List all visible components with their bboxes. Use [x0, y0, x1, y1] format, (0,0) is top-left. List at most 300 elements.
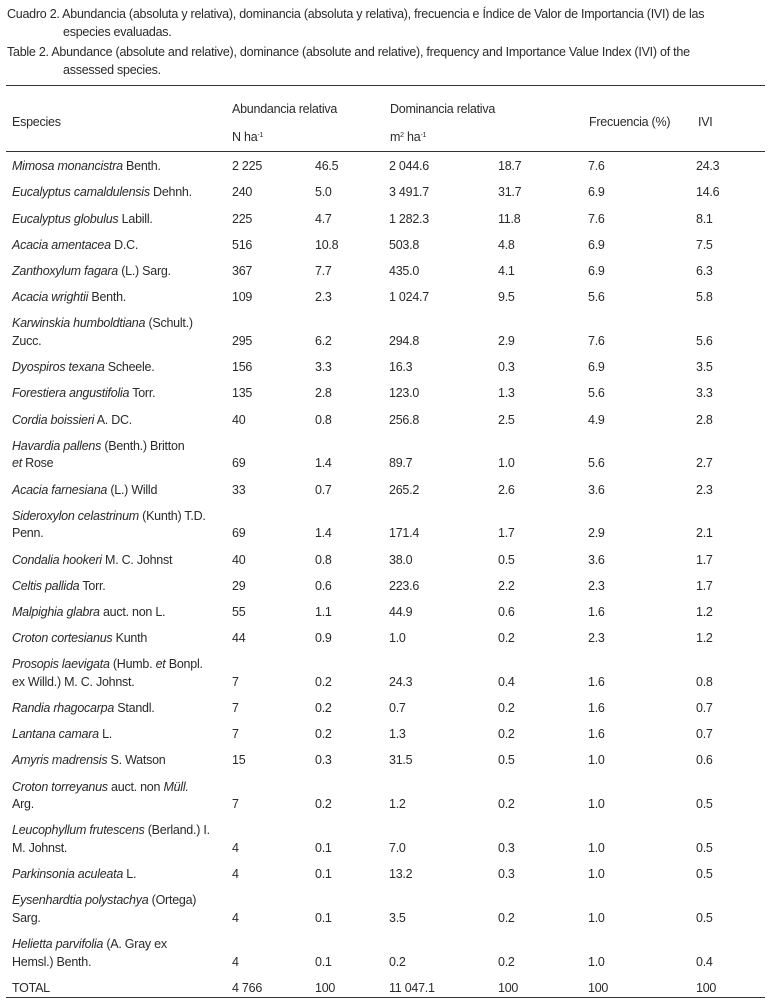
dominance-relative-cell: 9.5	[498, 290, 515, 305]
table-row	[6, 888, 765, 932]
species-name-italic: Acacia farnesiana	[12, 482, 108, 497]
dominance-relative-cell: 1.0	[498, 456, 515, 471]
species-authority: (Benth.) Britton	[101, 438, 185, 453]
dominance-unit-exp2: -1	[420, 132, 427, 139]
ivi-cell: 100	[696, 980, 717, 995]
abundance-relative-cell: 0.1	[315, 954, 332, 969]
table-row	[6, 477, 765, 503]
table-top-rule	[6, 85, 765, 86]
dominance-absolute-cell: 13.2	[389, 867, 413, 882]
abundance-relative-cell: 0.9	[315, 631, 332, 646]
dominance-relative-cell: 0.3	[498, 360, 515, 375]
dominance-absolute-cell: 123.0	[389, 386, 420, 401]
dominance-absolute-cell: 11 047.1	[389, 980, 435, 995]
species-authority: Torr.	[79, 578, 106, 593]
dominance-relative-cell: 0.6	[498, 604, 515, 619]
frequency-cell: 6.9	[588, 237, 605, 252]
dominance-absolute-cell: 38.0	[389, 552, 413, 567]
header-dominance-unit	[390, 129, 426, 146]
species-authority: S. Watson	[107, 753, 166, 768]
ivi-cell: 3.5	[696, 360, 713, 375]
species-cell	[6, 503, 226, 547]
table-row	[6, 600, 765, 626]
species-name-italic: Zanthoxylum fagara	[12, 264, 118, 279]
species-authority: L.	[98, 727, 112, 742]
table-row	[6, 932, 765, 976]
frequency-cell: 6.9	[588, 185, 605, 200]
table-row	[6, 774, 765, 818]
frequency-cell: 2.3	[588, 578, 605, 593]
abundance-absolute-cell: 7	[232, 701, 239, 716]
abundance-relative-cell: 7.7	[315, 264, 332, 279]
frequency-cell: 1.0	[588, 840, 605, 855]
ivi-cell: 24.3	[696, 159, 720, 174]
species-name-italic: et	[12, 456, 22, 471]
dominance-relative-cell: 2.6	[498, 482, 515, 497]
abundance-relative-cell: 46.5	[315, 159, 339, 174]
species-authority: Standl.	[114, 701, 155, 716]
frequency-cell: 1.0	[588, 753, 605, 768]
abundance-relative-cell: 4.7	[315, 211, 332, 226]
dominance-relative-cell: 31.7	[498, 185, 522, 200]
table-row	[6, 748, 765, 774]
abundance-relative-cell: 10.8	[315, 237, 339, 252]
species-cell	[6, 233, 226, 259]
dominance-relative-cell: 1.3	[498, 386, 515, 401]
frequency-cell: 5.6	[588, 456, 605, 471]
table-row	[6, 311, 765, 355]
abundance-unit-text: N ha	[232, 130, 258, 144]
abundance-relative-cell: 0.8	[315, 412, 332, 427]
species-authority: auct. non	[107, 779, 164, 794]
table-row	[6, 381, 765, 407]
abundance-relative-cell: 5.0	[315, 185, 332, 200]
caption-es-line2: especies evaluadas.	[63, 25, 172, 39]
abundance-absolute-cell: 7	[232, 727, 239, 742]
ivi-cell: 0.4	[696, 954, 713, 969]
species-authority: (Humb.	[109, 657, 156, 672]
dominance-absolute-cell: 1 024.7	[389, 290, 429, 305]
species-authority: A. DC.	[94, 412, 132, 427]
abundance-relative-cell: 1.4	[315, 526, 332, 541]
abundance-relative-cell: 0.6	[315, 578, 332, 593]
table-body	[6, 154, 765, 1002]
abundance-relative-cell: 0.2	[315, 727, 332, 742]
frequency-cell: 1.6	[588, 701, 605, 716]
ivi-cell: 2.3	[696, 482, 713, 497]
dominance-absolute-cell: 265.2	[389, 482, 420, 497]
abundance-absolute-cell: 109	[232, 290, 253, 305]
species-cell	[6, 818, 226, 862]
species-authority: Zucc.	[12, 334, 42, 349]
table-row	[6, 573, 765, 599]
species-cell	[6, 433, 226, 477]
dominance-relative-cell: 2.5	[498, 412, 515, 427]
caption-english	[7, 43, 765, 79]
dominance-relative-cell: 0.5	[498, 552, 515, 567]
caption-es-line1: Cuadro 2. Abundancia (absoluta y relativa), dominancia (absoluta y relativa), frecuencia e Índice de Valor de Importancia (IVI) de las	[7, 7, 705, 21]
species-cell	[6, 862, 226, 888]
species-cell	[6, 477, 226, 503]
dominance-absolute-cell: 0.2	[389, 954, 406, 969]
abundance-absolute-cell: 44	[232, 631, 246, 646]
abundance-relative-cell: 0.1	[315, 910, 332, 925]
species-name-italic: Lantana camara	[12, 727, 99, 742]
dominance-absolute-cell: 256.8	[389, 412, 420, 427]
species-authority: M. C. Johnst	[101, 552, 173, 567]
dominance-absolute-cell: 89.7	[389, 456, 413, 471]
table-row	[6, 259, 765, 285]
species-authority: M. Johnst.	[12, 840, 68, 855]
ivi-cell: 1.2	[696, 604, 713, 619]
abundance-absolute-cell: 2 225	[232, 159, 263, 174]
frequency-cell: 1.6	[588, 727, 605, 742]
species-name-italic: Malpighia glabra	[12, 604, 100, 619]
abundance-absolute-cell: 4	[232, 910, 239, 925]
species-cell	[6, 547, 226, 573]
frequency-cell: 2.3	[588, 631, 605, 646]
abundance-absolute-cell: 156	[232, 360, 253, 375]
species-authority: (Ortega)	[148, 893, 197, 908]
frequency-cell: 5.6	[588, 290, 605, 305]
species-name-italic: Karwinskia humboldtiana	[12, 316, 146, 331]
dominance-absolute-cell: 44.9	[389, 604, 413, 619]
ivi-cell: 1.7	[696, 578, 713, 593]
table-row	[6, 652, 765, 696]
species-name-italic: Eysenhardtia polystachya	[12, 893, 149, 908]
abundance-absolute-cell: 40	[232, 552, 246, 567]
table-bottom-rule	[6, 997, 765, 998]
table-row	[6, 547, 765, 573]
dominance-unit-ha: ha	[403, 130, 421, 144]
species-cell	[6, 652, 226, 696]
dominance-relative-cell: 0.2	[498, 727, 515, 742]
header-dominance: Dominancia relativa	[390, 102, 496, 116]
caption-spanish	[7, 5, 765, 41]
species-authority: Penn.	[12, 526, 44, 541]
frequency-cell: 7.6	[588, 159, 605, 174]
ivi-cell: 8.1	[696, 211, 713, 226]
header-ivi: IVI	[698, 115, 713, 129]
ivi-cell: 3.3	[696, 386, 713, 401]
abundance-absolute-cell: 240	[232, 185, 253, 200]
abundance-relative-cell: 0.1	[315, 840, 332, 855]
frequency-cell: 6.9	[588, 360, 605, 375]
dominance-relative-cell: 0.2	[498, 954, 515, 969]
dominance-relative-cell: 18.7	[498, 159, 522, 174]
ivi-cell: 14.6	[696, 185, 720, 200]
species-authority: L.	[123, 867, 137, 882]
species-cell	[6, 774, 226, 818]
dominance-relative-cell: 1.7	[498, 526, 515, 541]
species-name-italic: Randia rhagocarpa	[12, 701, 115, 716]
species-name-italic: Condalia hookeri	[12, 552, 102, 567]
species-authority: (A. Gray ex	[103, 937, 167, 952]
abundance-relative-cell: 2.3	[315, 290, 332, 305]
species-name-italic: Havardia pallens	[12, 438, 102, 453]
species-authority: Torr.	[129, 386, 156, 401]
species-cell	[6, 600, 226, 626]
frequency-cell: 1.0	[588, 910, 605, 925]
species-authority: D.C.	[110, 237, 139, 252]
table-row	[6, 180, 765, 206]
species-name-italic: Parkinsonia aculeata	[12, 867, 124, 882]
species-name-italic: Celtis pallida	[12, 578, 80, 593]
dominance-absolute-cell: 294.8	[389, 334, 420, 349]
species-cell	[6, 311, 226, 355]
abundance-relative-cell: 3.3	[315, 360, 332, 375]
dominance-relative-cell: 2.9	[498, 334, 515, 349]
ivi-cell: 6.3	[696, 264, 713, 279]
species-authority: Benth.	[88, 290, 127, 305]
table-row	[6, 862, 765, 888]
species-name-italic: et	[155, 657, 166, 672]
ivi-cell: 7.5	[696, 237, 713, 252]
abundance-absolute-cell: 69	[232, 526, 246, 541]
abundance-absolute-cell: 135	[232, 386, 253, 401]
ivi-cell: 0.5	[696, 910, 713, 925]
dominance-absolute-cell: 3 491.7	[389, 185, 429, 200]
species-cell	[6, 154, 226, 180]
species-name-italic: Acacia wrightii	[12, 290, 89, 305]
abundance-unit-exponent: -1	[257, 132, 264, 139]
table-row	[6, 407, 765, 433]
species-authority: (L.) Willd	[107, 482, 158, 497]
species-authority: Arg.	[12, 797, 34, 812]
species-name-italic: Dyospiros texana	[12, 360, 105, 375]
caption-en-line1: Table 2. Abundance (absolute and relative), dominance (absolute and relative), frequency and Importance Value Index (IVI) of the	[7, 45, 690, 59]
species-cell	[6, 722, 226, 748]
dominance-absolute-cell: 435.0	[389, 264, 420, 279]
abundance-relative-cell: 1.1	[315, 604, 332, 619]
ivi-cell: 0.5	[696, 867, 713, 882]
species-cell	[6, 696, 226, 722]
table-row	[6, 696, 765, 722]
dominance-absolute-cell: 3.5	[389, 910, 406, 925]
species-name-italic: Croton torreyanus	[12, 779, 108, 794]
abundance-relative-cell: 0.3	[315, 753, 332, 768]
species-cell	[6, 748, 226, 774]
header-species: Especies	[12, 115, 61, 129]
species-name-italic: Croton cortesianus	[12, 631, 113, 646]
frequency-cell: 7.6	[588, 211, 605, 226]
species-authority: ex Willd.) M. C. Johnst.	[12, 674, 135, 689]
species-name-italic: Prosopis laevigata	[12, 657, 110, 672]
species-authority: Scheele.	[104, 360, 155, 375]
dominance-relative-cell: 0.3	[498, 867, 515, 882]
header-abundance: Abundancia relativa	[232, 102, 338, 116]
abundance-absolute-cell: 295	[232, 334, 253, 349]
ivi-cell: 5.6	[696, 334, 713, 349]
species-cell	[6, 407, 226, 433]
ivi-cell: 0.8	[696, 674, 713, 689]
species-name-italic: Eucalyptus globulus	[12, 211, 119, 226]
table-row	[6, 285, 765, 311]
frequency-cell: 6.9	[588, 264, 605, 279]
species-authority: Hemsl.) Benth.	[12, 954, 92, 969]
species-authority: Dehnh.	[149, 185, 192, 200]
species-name-italic: Müll.	[163, 779, 189, 794]
species-name-italic: Sideroxylon celastrinum	[12, 508, 139, 523]
frequency-cell: 7.6	[588, 334, 605, 349]
species-cell	[6, 888, 226, 932]
frequency-cell: 1.0	[588, 954, 605, 969]
dominance-relative-cell: 4.1	[498, 264, 515, 279]
dominance-absolute-cell: 7.0	[389, 840, 406, 855]
frequency-cell: 4.9	[588, 412, 605, 427]
species-name-italic: Eucalyptus camaldulensis	[12, 185, 150, 200]
abundance-absolute-cell: 7	[232, 674, 239, 689]
dominance-relative-cell: 0.2	[498, 631, 515, 646]
dominance-relative-cell: 11.8	[498, 211, 521, 226]
dominance-absolute-cell: 1.3	[389, 727, 406, 742]
species-cell	[6, 259, 226, 285]
species-cell	[6, 180, 226, 206]
species-authority: Benth.	[122, 159, 161, 174]
species-name-italic: Mimosa monancistra	[12, 159, 123, 174]
dominance-relative-cell: 0.2	[498, 797, 515, 812]
abundance-relative-cell: 6.2	[315, 334, 332, 349]
species-cell	[6, 381, 226, 407]
species-cell	[6, 932, 226, 976]
ivi-cell: 2.8	[696, 412, 713, 427]
dominance-relative-cell: 0.2	[498, 910, 515, 925]
abundance-relative-cell: 0.8	[315, 552, 332, 567]
species-name-italic: Helietta parvifolia	[12, 937, 104, 952]
abundance-absolute-cell: 4 766	[232, 980, 263, 995]
abundance-absolute-cell: 69	[232, 456, 246, 471]
ivi-cell: 2.1	[696, 526, 713, 541]
caption-en-line2: assessed species.	[63, 63, 161, 77]
frequency-cell: 3.6	[588, 482, 605, 497]
species-name-italic: Leucophyllum frutescens	[12, 823, 145, 838]
abundance-absolute-cell: 7	[232, 797, 239, 812]
abundance-absolute-cell: 15	[232, 753, 246, 768]
abundance-absolute-cell: 516	[232, 237, 253, 252]
table-row	[6, 233, 765, 259]
dominance-absolute-cell: 1.0	[389, 631, 406, 646]
abundance-relative-cell: 2.8	[315, 386, 332, 401]
dominance-absolute-cell: 2 044.6	[389, 159, 429, 174]
dominance-absolute-cell: 171.4	[389, 526, 420, 541]
frequency-cell: 3.6	[588, 552, 605, 567]
species-cell	[6, 355, 226, 381]
ivi-cell: 0.7	[696, 701, 713, 716]
frequency-cell: 1.0	[588, 797, 605, 812]
dominance-absolute-cell: 223.6	[389, 578, 420, 593]
ivi-cell: 2.7	[696, 456, 713, 471]
abundance-relative-cell: 0.7	[315, 482, 332, 497]
abundance-relative-cell: 0.2	[315, 674, 332, 689]
abundance-absolute-cell: 4	[232, 867, 239, 882]
abundance-absolute-cell: 4	[232, 840, 239, 855]
table-row	[6, 154, 765, 180]
abundance-absolute-cell: 367	[232, 264, 253, 279]
species-cell	[6, 626, 226, 652]
ivi-cell: 1.7	[696, 552, 713, 567]
ivi-cell: 1.2	[696, 631, 713, 646]
dominance-absolute-cell: 503.8	[389, 237, 420, 252]
table-row	[6, 503, 765, 547]
dominance-relative-cell: 0.3	[498, 840, 515, 855]
ivi-cell: 0.5	[696, 840, 713, 855]
species-name-italic: Forestiera angustifolia	[12, 386, 130, 401]
table-row	[6, 355, 765, 381]
table-row	[6, 206, 765, 232]
table-row	[6, 818, 765, 862]
species-cell	[6, 285, 226, 311]
dominance-relative-cell: 0.5	[498, 753, 515, 768]
ivi-cell: 0.5	[696, 797, 713, 812]
dominance-absolute-cell: 0.7	[389, 701, 406, 716]
species-name-italic: Acacia amentacea	[12, 237, 111, 252]
dominance-absolute-cell: 31.5	[389, 753, 413, 768]
abundance-relative-cell: 0.1	[315, 867, 332, 882]
frequency-cell: 1.6	[588, 604, 605, 619]
species-authority: auct. non L.	[99, 604, 166, 619]
header-bottom-rule	[6, 151, 765, 152]
abundance-relative-cell: 1.4	[315, 456, 332, 471]
frequency-cell: 5.6	[588, 386, 605, 401]
dominance-relative-cell: 100	[498, 980, 519, 995]
dominance-absolute-cell: 24.3	[389, 674, 413, 689]
dominance-unit-m: m	[390, 130, 401, 144]
ivi-cell: 5.8	[696, 290, 713, 305]
abundance-absolute-cell: 29	[232, 578, 246, 593]
abundance-absolute-cell: 40	[232, 412, 246, 427]
dominance-relative-cell: 4.8	[498, 237, 515, 252]
header-frequency: Frecuencia (%)	[589, 115, 671, 129]
species-authority: Bonpl.	[165, 657, 203, 672]
abundance-relative-cell: 0.2	[315, 797, 332, 812]
abundance-absolute-cell: 4	[232, 954, 239, 969]
abundance-relative-cell: 100	[315, 980, 336, 995]
dominance-relative-cell: 0.4	[498, 674, 515, 689]
ivi-cell: 0.7	[696, 727, 713, 742]
species-authority: TOTAL	[12, 980, 50, 995]
species-name-italic: Amyris madrensis	[12, 753, 108, 768]
abundance-relative-cell: 0.2	[315, 701, 332, 716]
dominance-relative-cell: 0.2	[498, 701, 515, 716]
species-authority: Sarg.	[12, 910, 41, 925]
abundance-absolute-cell: 33	[232, 482, 246, 497]
species-table	[6, 154, 765, 1002]
species-authority: (Kunth) T.D.	[138, 508, 206, 523]
species-name-italic: Cordia boissieri	[12, 412, 95, 427]
dominance-relative-cell: 2.2	[498, 578, 515, 593]
dominance-absolute-cell: 16.3	[389, 360, 413, 375]
frequency-cell: 1.0	[588, 867, 605, 882]
species-authority: Labill.	[118, 211, 153, 226]
frequency-cell: 1.6	[588, 674, 605, 689]
species-authority: (Berland.) I.	[144, 823, 210, 838]
abundance-absolute-cell: 55	[232, 604, 246, 619]
species-authority: Rose	[21, 456, 54, 471]
species-cell	[6, 573, 226, 599]
dominance-unit-exp1: 2	[400, 132, 404, 139]
dominance-absolute-cell: 1 282.3	[389, 211, 429, 226]
frequency-cell: 2.9	[588, 526, 605, 541]
dominance-absolute-cell: 1.2	[389, 797, 406, 812]
abundance-absolute-cell: 225	[232, 211, 253, 226]
species-cell	[6, 206, 226, 232]
table-row	[6, 722, 765, 748]
table-row	[6, 433, 765, 477]
header-abundance-unit	[232, 129, 263, 146]
species-authority: (L.) Sarg.	[117, 264, 171, 279]
species-authority: (Schult.)	[145, 316, 193, 331]
table-row	[6, 626, 765, 652]
